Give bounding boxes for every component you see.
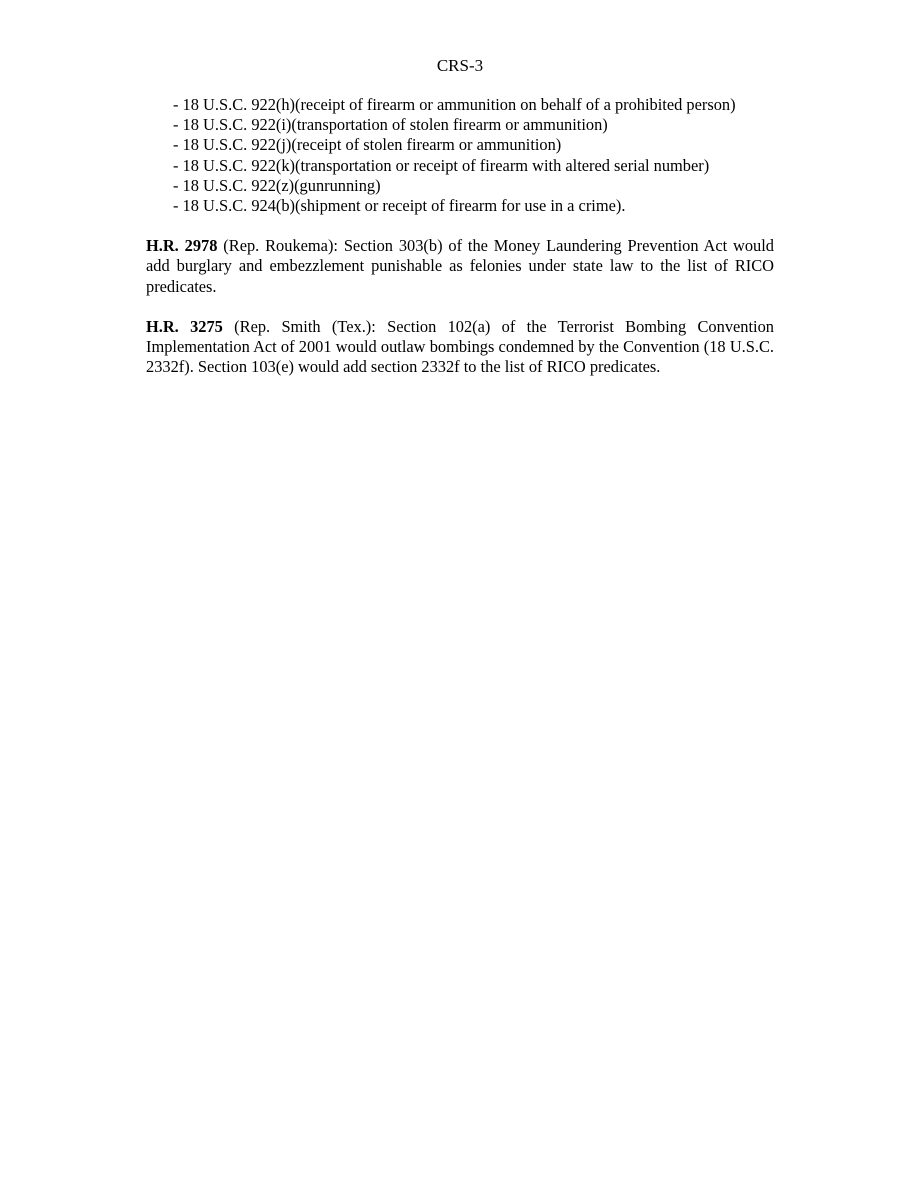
bill-number: H.R. 3275 xyxy=(146,316,223,336)
list-item: - 18 U.S.C. 922(k)(transportation or receipt of firearm with altered serial number) xyxy=(173,155,710,175)
bill-description: (Rep. Smith (Tex.): Section 102(a) of the Terrorist Bombing Convention Implementation Act of 2001 would outlaw bombings condemned by the Convention (18 U.S.C. 2332f). Section 103(e) would add section 2332f to the list of RICO predicates. xyxy=(146,316,774,377)
document-body xyxy=(146,95,774,377)
bill-number: H.R. 2978 xyxy=(146,236,218,256)
list-item: - 18 U.S.C. 922(h)(receipt of firearm or ammunition on behalf of a prohibited person) xyxy=(173,95,736,114)
bill-description: (Rep. Roukema): Section 303(b) of the Money Laundering Prevention Act would add burglary and embezzlement punishable as felonies under state law to the list of RICO predicates. xyxy=(146,236,774,296)
list-item: - 18 U.S.C. 922(j)(receipt of stolen firearm or ammunition) xyxy=(173,135,562,155)
list-item: - 18 U.S.C. 922(i)(transportation of stolen firearm or ammunition) xyxy=(173,115,608,135)
list-item: - 18 U.S.C. 924(b)(shipment or receipt of firearm for use in a crime). xyxy=(173,196,626,216)
statute-list xyxy=(173,95,774,216)
bill-paragraph-hr2978 xyxy=(146,236,774,297)
page-header: CRS-3 xyxy=(436,56,484,75)
list-item: - 18 U.S.C. 922(z)(gunrunning) xyxy=(173,175,381,195)
bill-paragraph-hr3275 xyxy=(146,317,774,378)
